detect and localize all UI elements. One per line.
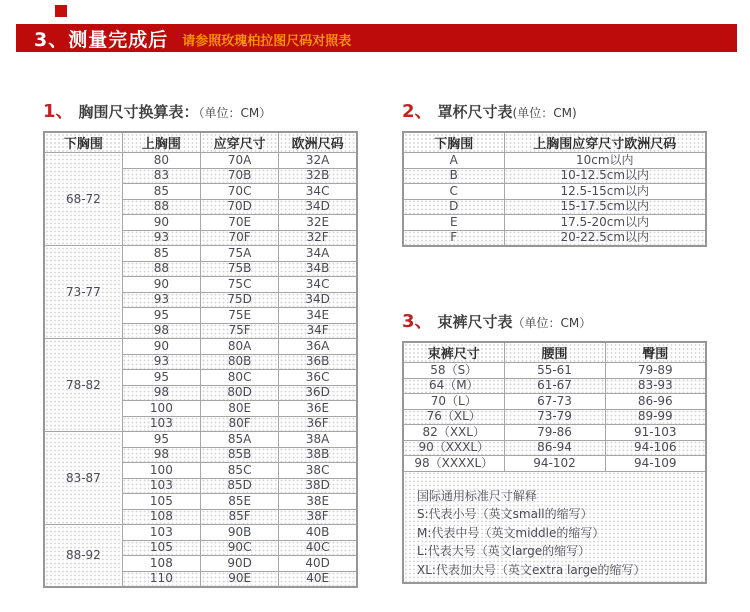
table-cell: C: [403, 184, 504, 200]
column-header: 下胸围: [403, 132, 504, 153]
table-row: [403, 394, 706, 410]
table-cell: 73-79: [504, 409, 605, 425]
table-cell: 80: [122, 153, 200, 169]
table-cell: 70E: [201, 215, 279, 231]
table-cell: 36A: [279, 339, 357, 355]
table-row: [403, 184, 706, 200]
table-cell: 70F: [201, 230, 279, 246]
table-cell: 89-99: [605, 409, 706, 425]
table-row: [403, 425, 706, 441]
table-cell: 98（XXXXL）: [403, 456, 504, 472]
table-row: [44, 246, 357, 262]
table-cell: 83-93: [605, 378, 706, 394]
table-cell: 85C: [201, 463, 279, 479]
table-cell: 80F: [201, 416, 279, 432]
table-cell: 98: [122, 385, 200, 401]
table-cell: 75E: [201, 308, 279, 324]
table-row: [403, 456, 706, 472]
girdle-size-table: [402, 341, 707, 584]
table-cell: 34C: [279, 277, 357, 293]
size-notes-cell: [403, 471, 706, 583]
table-cell: 85D: [201, 478, 279, 494]
cup-size-section: [402, 101, 707, 247]
table-cell: 95: [122, 432, 200, 448]
table-cell: 88: [122, 261, 200, 277]
table-cell: 103: [122, 416, 200, 432]
table-cell: 90E: [201, 571, 279, 587]
table-cell: 10cm以内: [504, 153, 706, 169]
table-cell: 100: [122, 463, 200, 479]
table-cell: 75C: [201, 277, 279, 293]
size-note-line: XL:代表加大号（英文extra large的缩写）: [417, 562, 646, 577]
table-cell: 70D: [201, 199, 279, 215]
table-cell: 94-102: [504, 456, 605, 472]
chest-size-table: [43, 131, 358, 588]
section-number: 2、: [402, 101, 433, 122]
table-cell: 32B: [279, 168, 357, 184]
table-cell: 80C: [201, 370, 279, 386]
table-cell: 12.5-15cm以内: [504, 184, 706, 200]
table-cell: D: [403, 199, 504, 215]
table-cell: 34F: [279, 323, 357, 339]
section-unit-text: （单位：CM）: [198, 106, 272, 120]
table-cell: 90C: [201, 540, 279, 556]
table-row: [403, 409, 706, 425]
chest-size-title: [43, 101, 358, 123]
table-cell: 98: [122, 447, 200, 463]
table-row: [44, 432, 357, 448]
table-cell: 82（XXL）: [403, 425, 504, 441]
table-cell: 40C: [279, 540, 357, 556]
table-header: [403, 132, 706, 153]
table-cell: 108: [122, 556, 200, 572]
table-cell: 67-73: [504, 394, 605, 410]
column-header: 上胸围应穿尺寸欧洲尺码: [504, 132, 706, 153]
table-cell: 34E: [279, 308, 357, 324]
section-number: 1、: [43, 101, 74, 122]
table-cell: 75A: [201, 246, 279, 262]
table-cell: 98: [122, 323, 200, 339]
table-cell: 64（M）: [403, 378, 504, 394]
table-cell: 90D: [201, 556, 279, 572]
table-cell: 17.5-20cm以内: [504, 215, 706, 231]
table-cell: 38B: [279, 447, 357, 463]
size-notes: [404, 472, 705, 580]
table-cell: 95: [122, 308, 200, 324]
table-header-row: [44, 132, 357, 153]
table-cell: 75F: [201, 323, 279, 339]
table-cell: 15-17.5cm以内: [504, 199, 706, 215]
banner-subtitle: 请参照玫瑰柏拉图尺码对照表: [182, 34, 352, 49]
table-cell: 100: [122, 401, 200, 417]
underbust-band-cell: 78-82: [44, 339, 122, 432]
table-cell: 105: [122, 540, 200, 556]
underbust-band-cell: 68-72: [44, 153, 122, 246]
table-cell: 40D: [279, 556, 357, 572]
table-cell: 38A: [279, 432, 357, 448]
table-cell: 10-12.5cm以内: [504, 168, 706, 184]
section-title-text: 束裤尺寸表: [437, 313, 513, 331]
table-cell: 34B: [279, 261, 357, 277]
table-body: [403, 363, 706, 583]
table-cell: 79-86: [504, 425, 605, 441]
girdle-size-section: [402, 311, 707, 584]
chest-size-section: [43, 101, 358, 588]
table-cell: 90: [122, 277, 200, 293]
section-banner: [16, 24, 737, 52]
table-cell: 70B: [201, 168, 279, 184]
table-cell: 93: [122, 354, 200, 370]
table-cell: 36D: [279, 385, 357, 401]
table-header-row: [403, 132, 706, 153]
table-cell: 36F: [279, 416, 357, 432]
table-cell: 38F: [279, 509, 357, 525]
table-cell: 88: [122, 199, 200, 215]
table-cell: 32F: [279, 230, 357, 246]
table-cell: 85B: [201, 447, 279, 463]
column-header: 欧洲尺码: [279, 132, 357, 153]
column-header: 腰围: [504, 342, 605, 363]
column-header: 应穿尺寸: [201, 132, 279, 153]
table-cell: 91-103: [605, 425, 706, 441]
table-cell: 93: [122, 292, 200, 308]
underbust-band-cell: 88-92: [44, 525, 122, 588]
table-cell: B: [403, 168, 504, 184]
size-note-line: L:代表大号（英文large的缩写）: [417, 544, 591, 558]
table-header-row: [403, 342, 706, 363]
table-cell: 55-61: [504, 363, 605, 379]
table-row: [403, 168, 706, 184]
column-header: 下胸围: [44, 132, 122, 153]
table-cell: 20-22.5cm以内: [504, 230, 706, 246]
table-cell: 61-67: [504, 378, 605, 394]
table-cell: 38D: [279, 478, 357, 494]
red-fragment-decoration: [55, 5, 67, 17]
table-row: [403, 471, 706, 583]
table-row: [403, 153, 706, 169]
table-cell: 85F: [201, 509, 279, 525]
section-number: 3、: [402, 311, 433, 332]
size-note-line: M:代表中号（英文middle的缩写）: [417, 525, 605, 540]
table-cell: 85E: [201, 494, 279, 510]
table-cell: A: [403, 153, 504, 169]
table-cell: 36C: [279, 370, 357, 386]
table-cell: 90: [122, 339, 200, 355]
table-cell: 38C: [279, 463, 357, 479]
table-cell: 75D: [201, 292, 279, 308]
table-cell: 32E: [279, 215, 357, 231]
size-note-line: S:代表小号（英文small的缩写）: [417, 507, 593, 521]
section-title-text: 胸围尺寸换算表：: [78, 103, 199, 121]
table-cell: 32A: [279, 153, 357, 169]
table-cell: 83: [122, 168, 200, 184]
table-cell: 90: [122, 215, 200, 231]
underbust-band-cell: 83-87: [44, 432, 122, 525]
table-cell: 85: [122, 184, 200, 200]
table-cell: 94-106: [605, 440, 706, 456]
table-cell: 110: [122, 571, 200, 587]
table-body: [403, 153, 706, 247]
table-cell: 85A: [201, 432, 279, 448]
table-row: [44, 339, 357, 355]
table-row: [403, 440, 706, 456]
table-cell: 34D: [279, 292, 357, 308]
table-cell: 103: [122, 478, 200, 494]
banner-title: 3、测量完成后: [34, 28, 169, 51]
table-row: [403, 378, 706, 394]
column-header: 臀围: [605, 342, 706, 363]
table-cell: 86-96: [605, 394, 706, 410]
table-cell: 34C: [279, 184, 357, 200]
cup-size-table: [402, 131, 707, 247]
table-cell: 90（XXXL）: [403, 440, 504, 456]
table-cell: 70A: [201, 153, 279, 169]
table-cell: 70（L）: [403, 394, 504, 410]
table-cell: 79-89: [605, 363, 706, 379]
section-unit-text: （单位：CM）: [512, 316, 592, 330]
table-cell: 85: [122, 246, 200, 262]
table-cell: 93: [122, 230, 200, 246]
table-cell: 80D: [201, 385, 279, 401]
table-cell: 58（S）: [403, 363, 504, 379]
table-row: [403, 230, 706, 246]
table-header: [403, 342, 706, 363]
table-cell: 95: [122, 370, 200, 386]
cup-size-title: [402, 101, 707, 123]
table-cell: 80A: [201, 339, 279, 355]
table-cell: 105: [122, 494, 200, 510]
table-cell: 34D: [279, 199, 357, 215]
table-row: [44, 153, 357, 169]
girdle-size-title: [402, 311, 707, 333]
section-unit-text: (单位：CM): [512, 106, 577, 120]
table-cell: 38E: [279, 494, 357, 510]
table-row: [403, 215, 706, 231]
table-cell: F: [403, 230, 504, 246]
underbust-band-cell: 73-77: [44, 246, 122, 339]
table-cell: 40B: [279, 525, 357, 541]
table-row: [44, 525, 357, 541]
column-header: 束裤尺寸: [403, 342, 504, 363]
table-header: [44, 132, 357, 153]
table-cell: 76（XL）: [403, 409, 504, 425]
table-cell: 86-94: [504, 440, 605, 456]
table-cell: 103: [122, 525, 200, 541]
table-cell: 70C: [201, 184, 279, 200]
table-cell: 94-109: [605, 456, 706, 472]
table-cell: 36E: [279, 401, 357, 417]
table-cell: 80B: [201, 354, 279, 370]
size-note-line: 国际通用标准尺寸解释: [417, 488, 538, 503]
table-cell: 80E: [201, 401, 279, 417]
table-cell: E: [403, 215, 504, 231]
section-title-text: 罩杯尺寸表: [437, 103, 513, 121]
table-cell: 75B: [201, 261, 279, 277]
table-cell: 40E: [279, 571, 357, 587]
column-header: 上胸围: [122, 132, 200, 153]
table-cell: 34A: [279, 246, 357, 262]
table-cell: 108: [122, 509, 200, 525]
table-row: [403, 363, 706, 379]
table-cell: 36B: [279, 354, 357, 370]
table-body: [44, 153, 357, 588]
table-cell: 90B: [201, 525, 279, 541]
table-row: [403, 199, 706, 215]
